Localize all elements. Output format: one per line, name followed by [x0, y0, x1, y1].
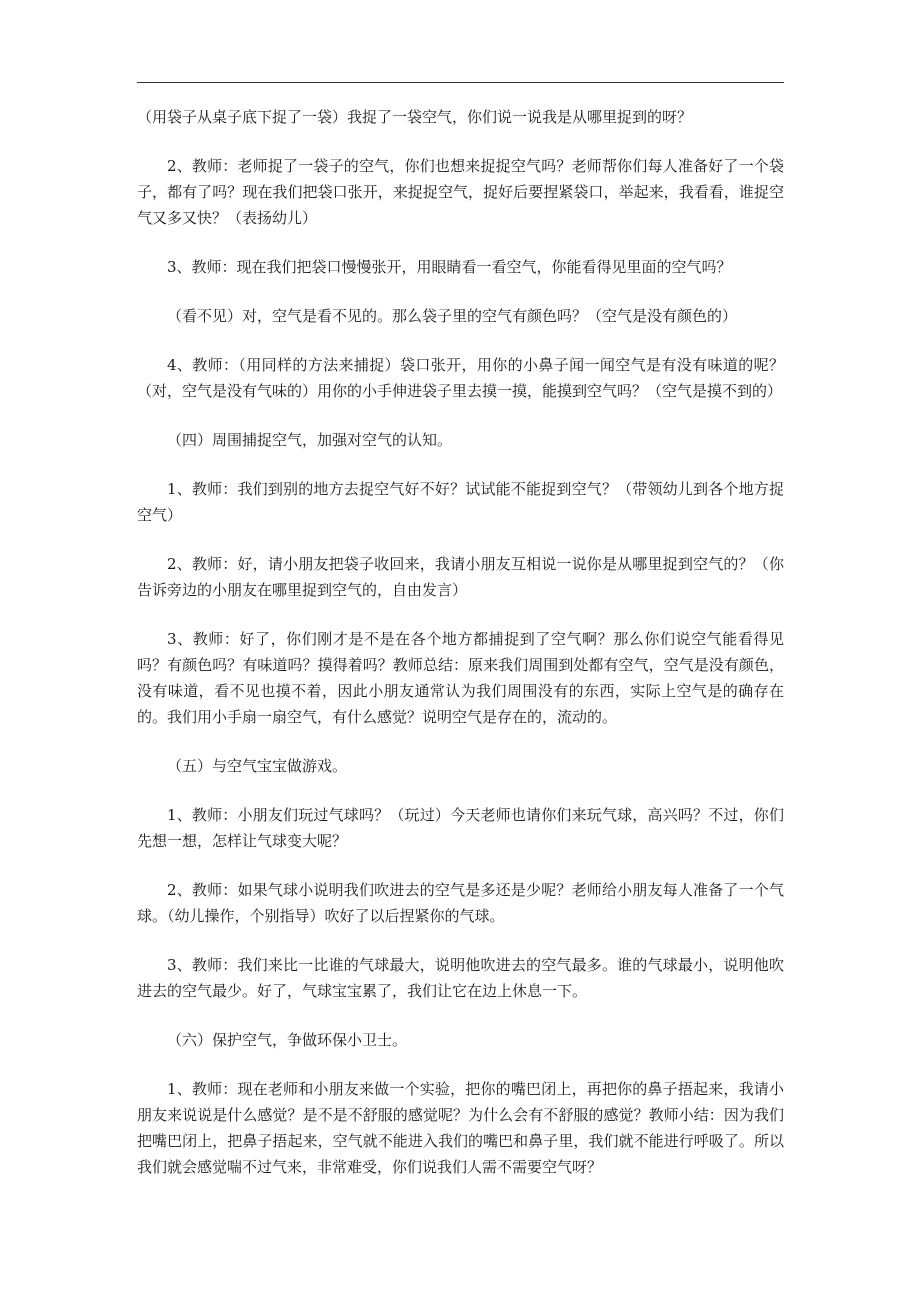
paragraph-step-4: 4、教师：（用同样的方法来捕捉）袋口张开，用你的小鼻子闻一闻空气是有没有味道的呢？（对，空气是没有气味的）用你的小手伸进袋子里去摸一摸，能摸到空气吗？（空气是摸不到的） — [137, 356, 784, 400]
header-rule — [137, 82, 784, 83]
paragraph-s4-step-1: 1、教师：我们到别的地方去捉空气好不好？试试能不能捉到空气？（带领幼儿到各个地方捉空气） — [137, 480, 784, 524]
paragraph-s5-step-1: 1、教师：小朋友们玩过气球吗？（玩过）今天老师也请你们来玩气球，高兴吗？不过，你们先想一想，怎样让气球变大呢？ — [137, 806, 784, 850]
paragraph-answer-color: （看不见）对，空气是看不见的。那么袋子里的空气有颜色吗？（空气是没有颜色的） — [167, 307, 738, 325]
section-heading-4: （四）周围捕捉空气，加强对空气的认知。 — [167, 431, 453, 449]
document-body — [137, 104, 784, 1203]
paragraph-intro: （用袋子从桌子底下捉了一袋）我捉了一袋空气，你们说一说我是从哪里捉到的呀？ — [137, 108, 693, 126]
paragraph-step-3: 3、教师：现在我们把袋口慢慢张开，用眼睛看一看空气，你能看得见里面的空气吗？ — [167, 258, 732, 276]
paragraph-s4-step-3: 3、教师：好了，你们刚才是不是在各个地方都捕捉到了空气啊？那么你们说空气能看得见吗？有颜色吗？有味道吗？摸得着吗？教师总结：原来我们周围到处都有空气，空气是没有颜色，没有味道，看不见也摸不着，因此小朋友通常认为我们周围没有的东西，实际上空气是的确存在的。我们用小手扇一扇空气，有什么感觉？说明空气是存在的，流动的。 — [137, 630, 784, 726]
paragraph-s5-step-3: 3、教师：我们来比一比谁的气球最大，说明他吹进去的空气最多。谁的气球最小，说明他吹进去的空气最少。好了，气球宝宝累了，我们让它在边上休息一下。 — [137, 956, 784, 1000]
paragraph-s4-step-2: 2、教师：好，请小朋友把袋子收回来，我请小朋友互相说一说你是从哪里捉到空气的？（你告诉旁边的小朋友在哪里捉到空气的，自由发言） — [137, 555, 784, 599]
paragraph-step-2: 2、教师：老师捉了一袋子的空气，你们也想来捉捉空气吗？老师帮你们每人准备好了一个袋子，都有了吗？现在我们把袋口张开，来捉捉空气，捉好后要捏紧袋口，举起来，我看看，谁捉空气又多又快？（表扬幼儿） — [137, 157, 784, 227]
section-heading-5: （五）与空气宝宝做游戏。 — [167, 757, 348, 775]
paragraph-s5-step-2: 2、教师：如果气球小说明我们吹进去的空气是多还是少呢？老师给小朋友每人准备了一个气球。（幼儿操作，个别指导）吹好了以后捏紧你的气球。 — [137, 881, 784, 925]
section-heading-6: （六）保护空气，争做环保小卫士。 — [167, 1031, 408, 1049]
paragraph-s6-step-1: 1、教师：现在老师和小朋友来做一个实验，把你的嘴巴闭上，再把你的鼻子捂起来，我请小朋友来说说是什么感觉？是不是不舒服的感觉呢？为什么会有不舒服的感觉？教师小结：因为我们把嘴巴闭上，把鼻子捂起来，空气就不能进入我们的嘴巴和鼻子里，我们就不能进行呼吸了。所以我们就会感觉喘不过气来，非常难受，你们说我们人需不需要空气呀？ — [137, 1080, 784, 1176]
